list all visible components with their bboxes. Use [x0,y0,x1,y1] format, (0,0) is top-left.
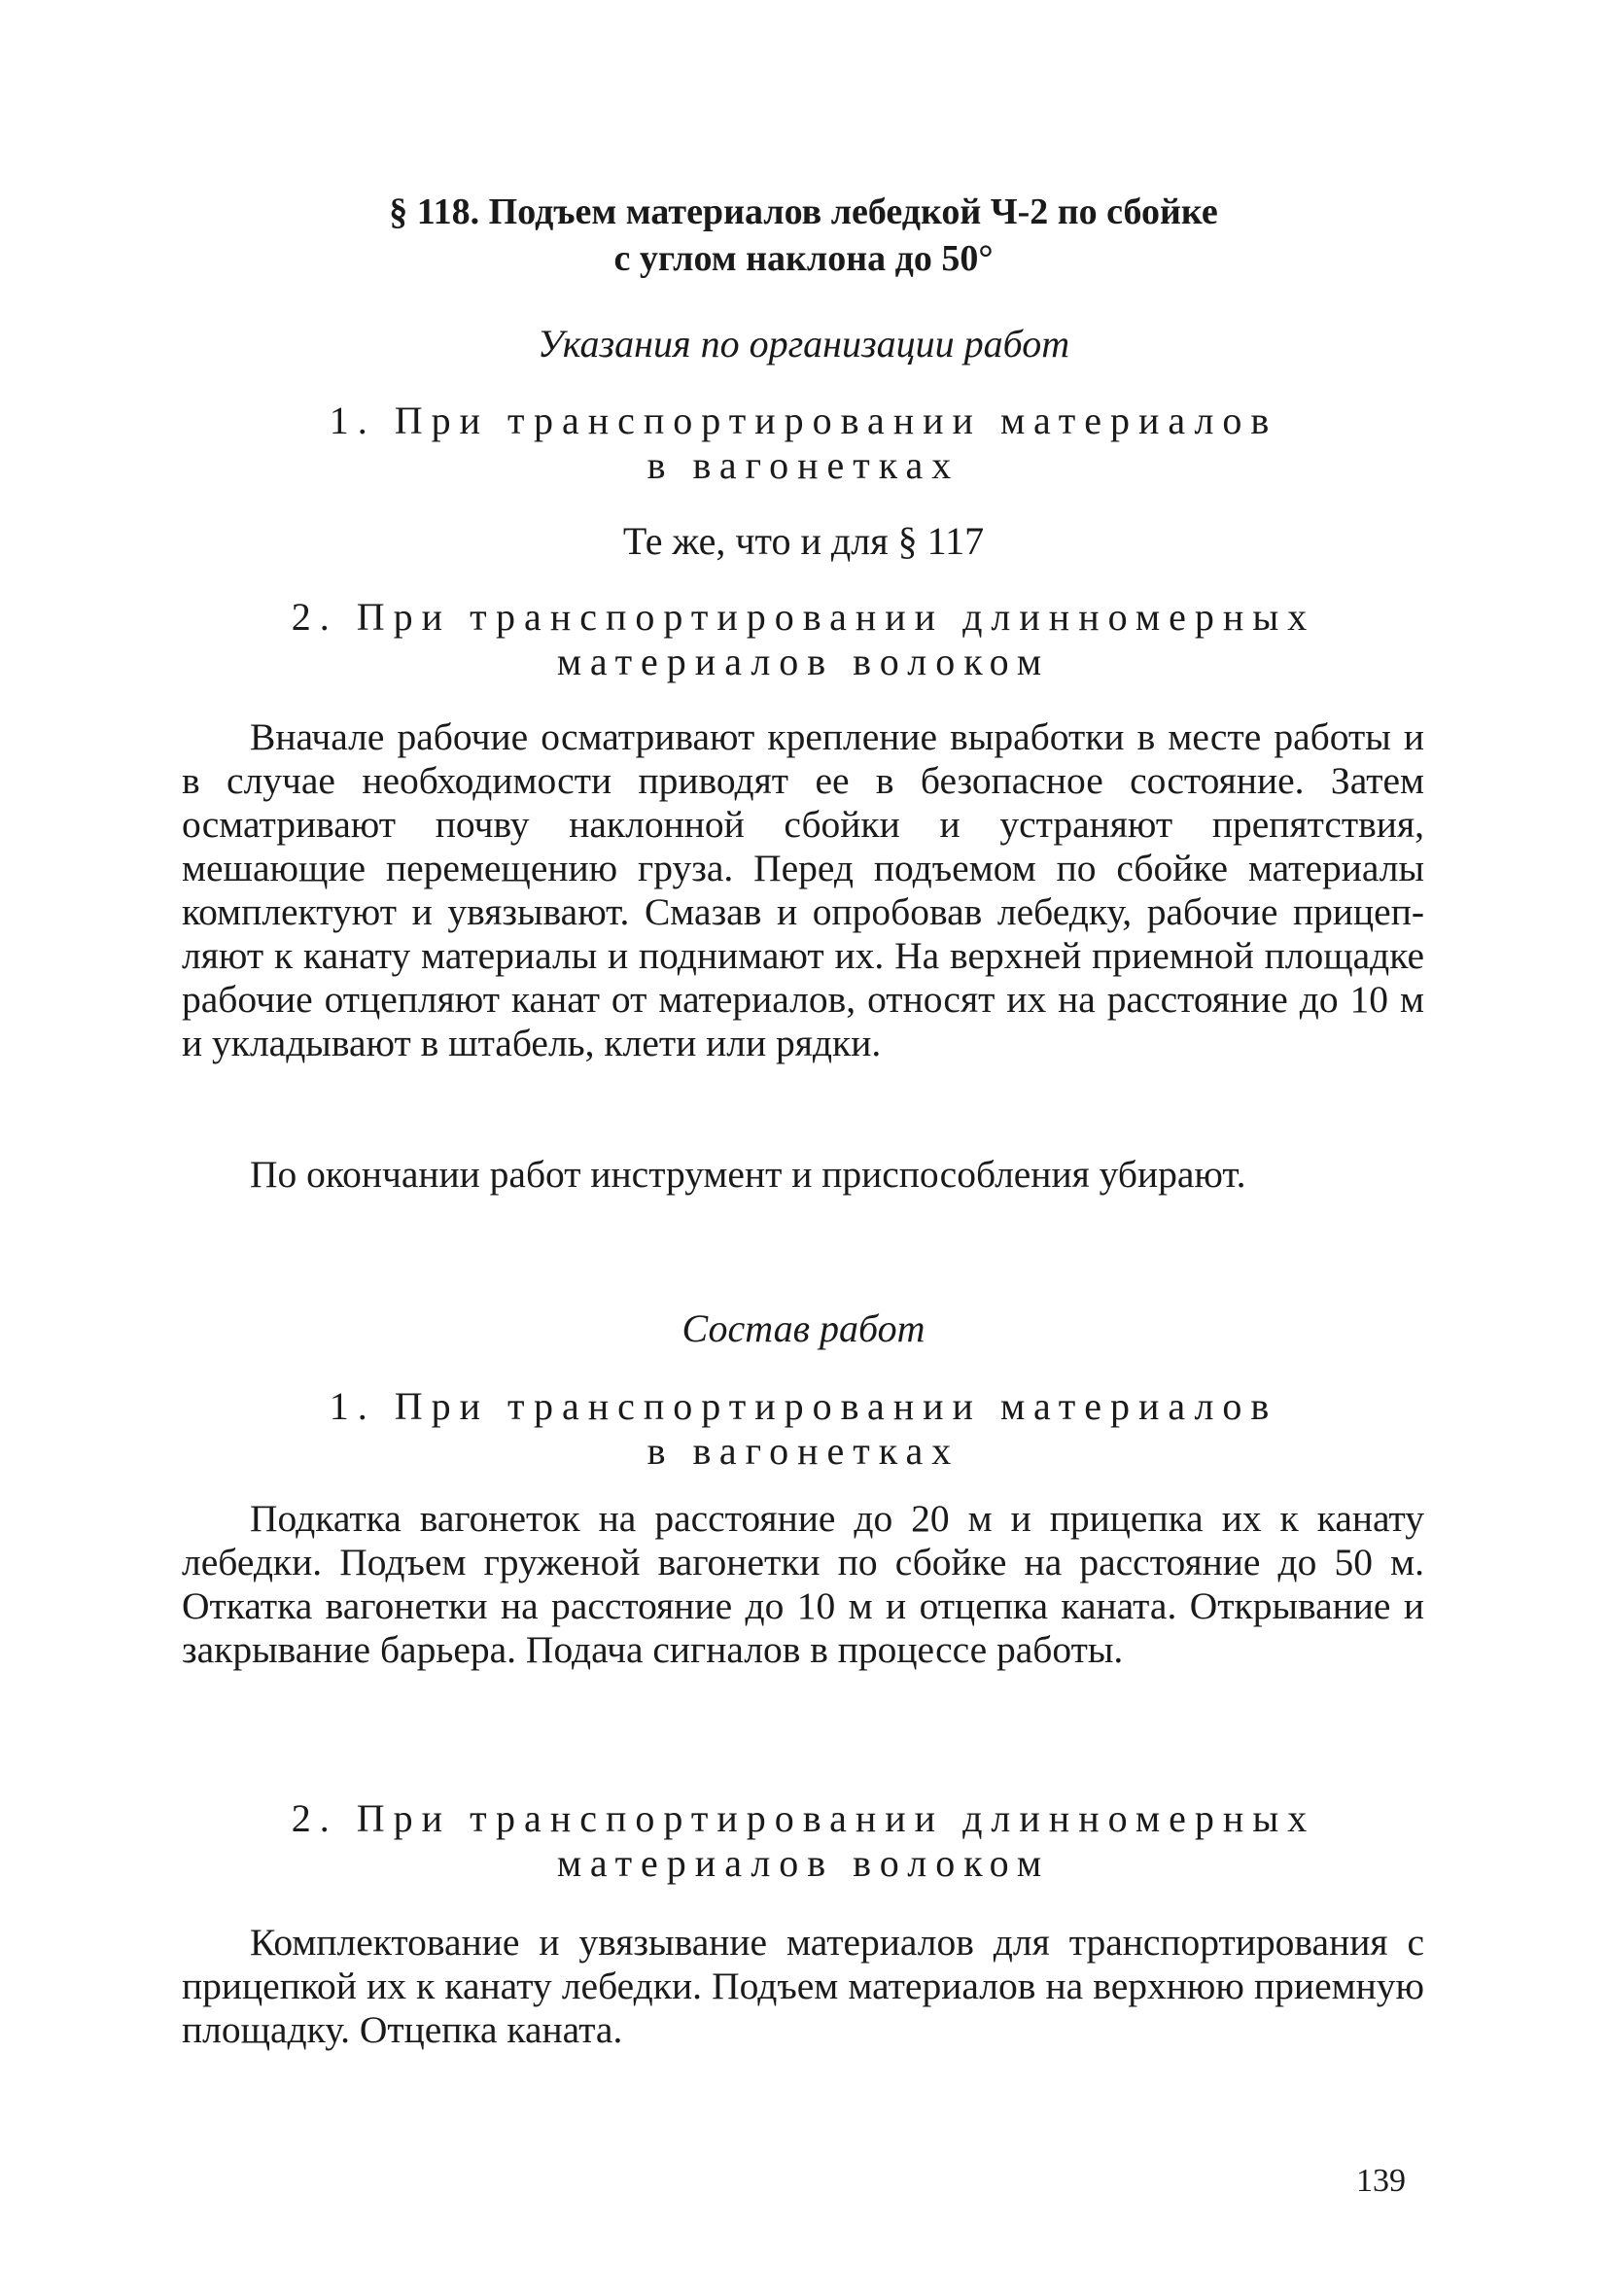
work-subheading-2-line-1: 2. При транспортировании длинномерных [291,1796,1316,1840]
organization-heading: Указания по организации работ [537,322,1070,365]
org-subheading-2-line-2: материалов волоком [556,640,1051,683]
section-title-line-2: с углом наклона до 50° [613,238,994,279]
work-subheading-2-line-2: материалов волоком [556,1841,1051,1885]
org-paragraph-1: Вначале рабочие осматривают крепление выработки в месте работы и в случае необходимости приводят ее в безопасное состояние. Затем осматривают почву наклонной сбойки и устраняют препятствия, мешающие перемещению груза. Перед подъемом по сбойке материалы комплектуют и увязывают. Смазав и опробовав лебедку, рабочие прицепляют к канату материалы и поднимают их. На верхней приемной площадке рабочие отцепляют канат от материалов, относят их на расстояние до 10 м и укладывают в штабель, клети или рядки. [182,715,1424,1064]
org-paragraph-2: По окончании работ инструмент и приспособления убирают. [250,1153,1246,1196]
work-subheading-1-line-2: в вагонетках [646,1429,961,1473]
work-paragraph-2: Комплектование и увязывание материалов для транспортирования с прицепкой их к канату лебедки. Подъем материалов на верхнюю приемную площадку. Отцепка каната. [182,1921,1424,2051]
page-number: 139 [1356,2163,1406,2199]
org-subheading-1-line-2: в вагонетках [646,443,961,487]
section-title-line-1: § 118. Подъем материалов лебедкой Ч-2 по сбойке [389,191,1218,232]
work-composition-heading: Состав работ [681,1306,926,1350]
org-subheading-1-text: Те же, что и для § 117 [622,519,985,563]
work-subheading-1-line-1: 1. При транспортировании материалов [329,1384,1278,1428]
org-subheading-1-line-1: 1. При транспортировании материалов [329,399,1278,442]
work-paragraph-1: Подкатка вагонеток на расстояние до 20 м и прицепка их к канату лебедки. Подъем груженой вагонетки по сбойке на расстояние до 50 м. Откатка вагонетки на расстояние до 10 м и отцепка каната. Открывание и закрывание барьера. Подача сигналов в процессе работы. [182,1497,1424,1671]
org-subheading-2-line-1: 2. При транспортировании длинномерных [291,595,1316,639]
